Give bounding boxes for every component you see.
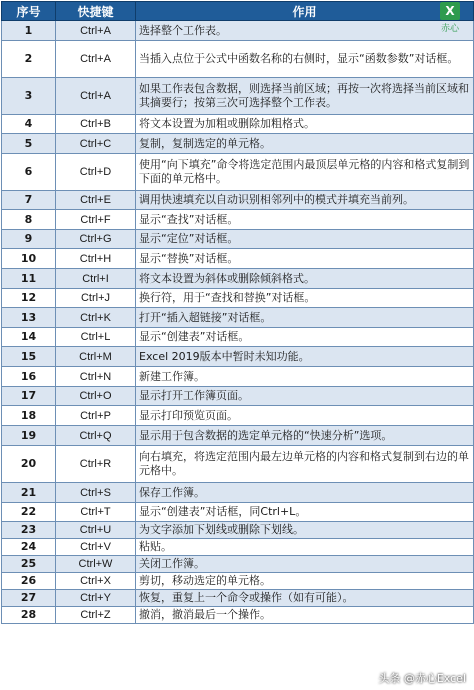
row-number: 21 <box>2 483 56 503</box>
row-number: 12 <box>2 289 56 308</box>
row-number: 19 <box>2 426 56 446</box>
row-number: 9 <box>2 230 56 249</box>
table-row <box>2 406 474 426</box>
row-shortcut: Ctrl+W <box>56 556 136 573</box>
row-shortcut: Ctrl+S <box>56 483 136 503</box>
table-row <box>2 21 474 41</box>
row-number: 27 <box>2 590 56 607</box>
row-shortcut: Ctrl+J <box>56 289 136 308</box>
row-number: 4 <box>2 115 56 134</box>
row-description: 新建工作簿。 <box>136 367 474 387</box>
row-description: 剪切，移动选定的单元格。 <box>136 573 474 590</box>
row-shortcut: Ctrl+H <box>56 249 136 269</box>
table-row <box>2 503 474 522</box>
row-description: 选择整个工作表。 <box>136 21 474 41</box>
row-number: 25 <box>2 556 56 573</box>
row-number: 23 <box>2 522 56 539</box>
row-shortcut: Ctrl+V <box>56 539 136 556</box>
row-shortcut: Ctrl+O <box>56 387 136 406</box>
row-shortcut: Ctrl+D <box>56 154 136 191</box>
row-shortcut: Ctrl+N <box>56 367 136 387</box>
row-description: 向右填充，将选定范围内最左边单元格的内容和格式复制到右边的单元格中。 <box>136 446 474 483</box>
row-number: 14 <box>2 328 56 347</box>
row-shortcut: Ctrl+G <box>56 230 136 249</box>
table-row <box>2 154 474 191</box>
table-row <box>2 289 474 308</box>
row-number: 26 <box>2 573 56 590</box>
row-description: 显示“创建表”对话框。 <box>136 328 474 347</box>
header-key: 快捷键 <box>56 2 136 21</box>
row-description: 撤消，撤消最后一个操作。 <box>136 607 474 624</box>
row-description: 显示“创建表”对话框，同Ctrl+L。 <box>136 503 474 522</box>
row-description: 粘贴。 <box>136 539 474 556</box>
row-number: 7 <box>2 191 56 210</box>
table-row <box>2 426 474 446</box>
row-description: 调用快速填充以自动识别相邻列中的模式并填充当前列。 <box>136 191 474 210</box>
row-number: 1 <box>2 21 56 41</box>
watermark: 头条 @赤心Excel <box>378 672 466 685</box>
row-number: 3 <box>2 78 56 115</box>
row-description: 显示“替换”对话框。 <box>136 249 474 269</box>
row-shortcut: Ctrl+P <box>56 406 136 426</box>
row-shortcut: Ctrl+T <box>56 503 136 522</box>
table-row <box>2 328 474 347</box>
table-row <box>2 539 474 556</box>
row-description: 显示打开工作簿页面。 <box>136 387 474 406</box>
table-body <box>2 21 474 624</box>
row-shortcut: Ctrl+A <box>56 41 136 78</box>
table-row <box>2 249 474 269</box>
row-shortcut: Ctrl+M <box>56 347 136 367</box>
row-number: 15 <box>2 347 56 367</box>
row-number: 11 <box>2 269 56 289</box>
logo-text: 赤心 <box>440 24 459 34</box>
table-row <box>2 607 474 624</box>
shortcut-table <box>1 1 474 624</box>
row-description: 显示“定位”对话框。 <box>136 230 474 249</box>
table-row <box>2 191 474 210</box>
row-shortcut: Ctrl+E <box>56 191 136 210</box>
row-description: 关闭工作簿。 <box>136 556 474 573</box>
row-shortcut: Ctrl+R <box>56 446 136 483</box>
row-shortcut: Ctrl+U <box>56 522 136 539</box>
row-description: 将文本设置为斜体或删除倾斜格式。 <box>136 269 474 289</box>
table-row <box>2 446 474 483</box>
row-shortcut: Ctrl+B <box>56 115 136 134</box>
row-shortcut: Ctrl+X <box>56 573 136 590</box>
row-shortcut: Ctrl+Z <box>56 607 136 624</box>
row-shortcut: Ctrl+I <box>56 269 136 289</box>
table-row <box>2 590 474 607</box>
header-num: 序号 <box>2 2 56 21</box>
row-number: 22 <box>2 503 56 522</box>
row-number: 6 <box>2 154 56 191</box>
row-number: 17 <box>2 387 56 406</box>
excel-icon: X <box>440 2 460 20</box>
table-row <box>2 522 474 539</box>
row-shortcut: Ctrl+A <box>56 78 136 115</box>
excel-logo <box>432 1 468 35</box>
row-description: 打开“插入超链接”对话框。 <box>136 308 474 328</box>
row-description: 将文本设置为加粗或删除加粗格式。 <box>136 115 474 134</box>
table-row <box>2 573 474 590</box>
header-desc: 作用 <box>136 2 474 21</box>
row-number: 5 <box>2 134 56 154</box>
table-row <box>2 230 474 249</box>
table-row <box>2 556 474 573</box>
row-description: 复制，复制选定的单元格。 <box>136 134 474 154</box>
row-description: 恢复，重复上一个命令或操作（如有可能）。 <box>136 590 474 607</box>
row-shortcut: Ctrl+C <box>56 134 136 154</box>
row-shortcut: Ctrl+F <box>56 210 136 230</box>
table-row <box>2 347 474 367</box>
row-number: 16 <box>2 367 56 387</box>
row-description: 如果工作表包含数据，则选择当前区域；再按一次将选择当前区域和其摘要行；按第三次可选择整个工作表。 <box>136 78 474 115</box>
row-description: Excel 2019版本中暂时未知功能。 <box>136 347 474 367</box>
row-number: 28 <box>2 607 56 624</box>
row-number: 13 <box>2 308 56 328</box>
table-row <box>2 134 474 154</box>
row-shortcut: Ctrl+Y <box>56 590 136 607</box>
table-row <box>2 41 474 78</box>
row-number: 24 <box>2 539 56 556</box>
table-row <box>2 367 474 387</box>
row-shortcut: Ctrl+L <box>56 328 136 347</box>
row-shortcut: Ctrl+K <box>56 308 136 328</box>
table-row <box>2 387 474 406</box>
row-description: 当插入点位于公式中函数名称的右侧时，显示“函数参数”对话框。 <box>136 41 474 78</box>
table-row <box>2 308 474 328</box>
row-shortcut: Ctrl+A <box>56 21 136 41</box>
table-row <box>2 210 474 230</box>
table-row <box>2 269 474 289</box>
row-description: 显示打印预览页面。 <box>136 406 474 426</box>
row-number: 8 <box>2 210 56 230</box>
table-row <box>2 483 474 503</box>
row-number: 20 <box>2 446 56 483</box>
row-shortcut: Ctrl+Q <box>56 426 136 446</box>
header-row <box>2 2 474 21</box>
row-description: 为文字添加下划线或删除下划线。 <box>136 522 474 539</box>
row-description: 换行符，用于“查找和替换”对话框。 <box>136 289 474 308</box>
table-row <box>2 115 474 134</box>
row-description: 使用“向下填充”命令将选定范围内最顶层单元格的内容和格式复制到下面的单元格中。 <box>136 154 474 191</box>
row-number: 10 <box>2 249 56 269</box>
row-description: 保存工作簿。 <box>136 483 474 503</box>
row-description: 显示“查找”对话框。 <box>136 210 474 230</box>
row-number: 2 <box>2 41 56 78</box>
row-number: 18 <box>2 406 56 426</box>
row-description: 显示用于包含数据的选定单元格的“快速分析”选项。 <box>136 426 474 446</box>
table-row <box>2 78 474 115</box>
